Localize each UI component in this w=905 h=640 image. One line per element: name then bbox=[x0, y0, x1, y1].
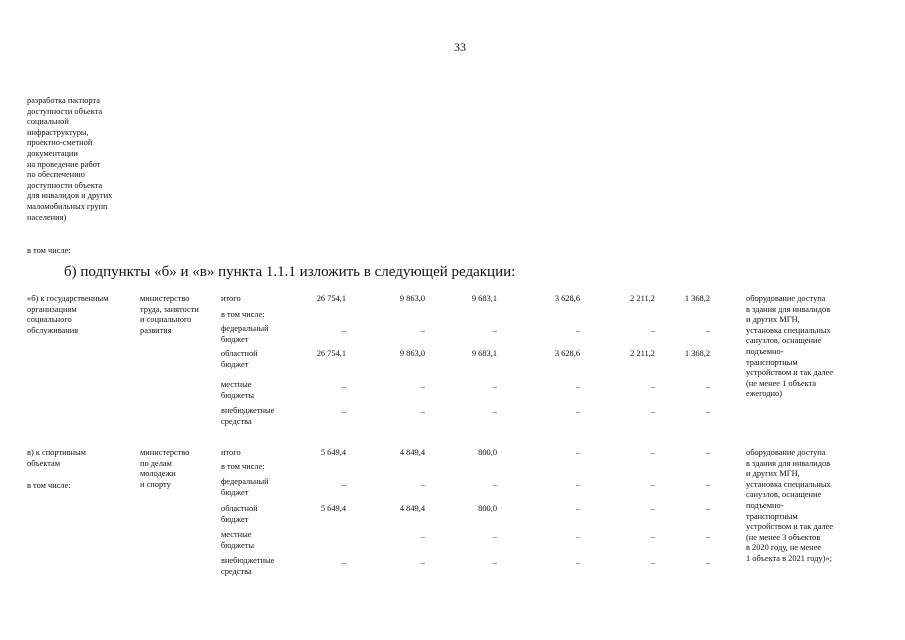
section-b-row-local-label: местные бюджеты bbox=[221, 380, 255, 400]
section-b-total-1: 26 754,1 bbox=[316, 294, 346, 303]
section-v-extrabudget-4: – bbox=[575, 558, 580, 567]
section-v-local-4: – bbox=[650, 532, 655, 541]
section-b-total-5: 2 211,2 bbox=[630, 294, 655, 303]
section-v-local-2: – bbox=[492, 532, 497, 541]
section-b-total-3: 9 683,1 bbox=[471, 294, 497, 303]
section-b-federal-4: – bbox=[575, 326, 580, 335]
section-b-row-total-label: итого bbox=[221, 294, 241, 303]
section-v-local-5: – bbox=[705, 532, 710, 541]
section-b-total-4: 3 628,6 bbox=[554, 294, 580, 303]
section-b-regional-2: 9 863,0 bbox=[399, 349, 425, 358]
section-v-regional-6: – bbox=[705, 504, 710, 513]
section-b-total-6: 1 368,2 bbox=[684, 294, 710, 303]
section-b-local-6: – bbox=[705, 382, 710, 391]
section-v-row-local-label: местные бюджеты bbox=[221, 530, 255, 550]
section-b-local-4: – bbox=[575, 382, 580, 391]
section-b-executor: министерство труда, занятости и социального развития bbox=[140, 294, 199, 335]
section-v-regional-1: 5 649,4 bbox=[320, 504, 346, 513]
section-v-regional-5: – bbox=[650, 504, 655, 513]
section-b-federal-3: – bbox=[492, 326, 497, 335]
section-v-title: в) к спортивным объектам bbox=[27, 448, 86, 468]
section-v-total-1: 5 649,4 bbox=[320, 448, 346, 457]
section-v-federal-1: – bbox=[341, 480, 346, 489]
section-b-extrabudget-6: – bbox=[705, 407, 710, 416]
section-v-total-5: – bbox=[650, 448, 655, 457]
section-v-extrabudget-2: – bbox=[420, 558, 425, 567]
section-v-extrabudget-6: – bbox=[705, 558, 710, 567]
section-b-title: «б) к государственным организациям социального обслуживания bbox=[27, 294, 109, 335]
section-b-row-federal-label: федеральный бюджет bbox=[221, 324, 269, 344]
section-b-regional-5: 2 211,2 bbox=[630, 349, 655, 358]
previous-section-including: в том числе: bbox=[27, 246, 71, 255]
section-v-total-2: 4 849,4 bbox=[399, 448, 425, 457]
section-v-total-3: 800,0 bbox=[478, 448, 497, 457]
section-v-federal-6: – bbox=[705, 480, 710, 489]
section-v-regional-4: – bbox=[575, 504, 580, 513]
section-b-row-regional-label: областной бюджет bbox=[221, 349, 258, 369]
section-v-note: оборудование доступа в здания для инвалидов и других МГН, установка специальных санузлов, оснащение подъемно- транспортным устройством и так далее (не менее 3 объектов в 2020 году, не менее 1 объекта в 2021 году)»; bbox=[746, 448, 834, 563]
section-b-row-including-label: в том числе: bbox=[221, 310, 265, 319]
section-b-regional-1: 26 754,1 bbox=[316, 349, 346, 358]
section-b-regional-3: 9 683,1 bbox=[471, 349, 497, 358]
section-v-federal-5: – bbox=[650, 480, 655, 489]
section-v-row-including-label: в том числе: bbox=[221, 462, 265, 471]
section-b-local-3: – bbox=[492, 382, 497, 391]
page-number: 33 bbox=[454, 40, 466, 54]
section-b-extrabudget-5: – bbox=[650, 407, 655, 416]
section-v-including: в том числе: bbox=[27, 481, 71, 490]
section-v-regional-2: 4 849,4 bbox=[399, 504, 425, 513]
section-b-extrabudget-1: – bbox=[341, 407, 346, 416]
section-b-total-2: 9 863,0 bbox=[399, 294, 425, 303]
section-v-local-1: – bbox=[420, 532, 425, 541]
section-b-local-5: – bbox=[650, 382, 655, 391]
section-v-row-extrabudget-label: внебюджетные средства bbox=[221, 556, 275, 576]
section-v-row-federal-label: федеральный бюджет bbox=[221, 477, 269, 497]
section-b-federal-1: – bbox=[341, 326, 346, 335]
section-v-extrabudget-5: – bbox=[650, 558, 655, 567]
section-b-extrabudget-4: – bbox=[575, 407, 580, 416]
section-b-extrabudget-2: – bbox=[420, 407, 425, 416]
section-b-local-1: – bbox=[341, 382, 346, 391]
section-b-regional-4: 3 628,6 bbox=[554, 349, 580, 358]
section-v-regional-3: 800,0 bbox=[478, 504, 497, 513]
section-v-local-3: – bbox=[575, 532, 580, 541]
section-b-row-extrabudget-label: внебюджетные средства bbox=[221, 406, 275, 426]
section-b-federal-5: – bbox=[650, 326, 655, 335]
section-b-extrabudget-3: – bbox=[492, 407, 497, 416]
section-b-regional-6: 1 368,2 bbox=[684, 349, 710, 358]
section-v-row-total-label: итого bbox=[221, 448, 241, 457]
section-v-total-6: – bbox=[705, 448, 710, 457]
section-b-note: оборудование доступа в здания для инвалидов и других МГН, установка специальных санузлов, оснащение подъемно- транспортным устройством и так далее (не менее 1 объекта ежегодно) bbox=[746, 294, 834, 399]
section-v-executor: министерство по делам молодежи и спорту bbox=[140, 448, 190, 489]
section-v-federal-4: – bbox=[575, 480, 580, 489]
section-v-federal-2: – bbox=[420, 480, 425, 489]
previous-section-text: разработка паспорта доступности объекта социальной инфраструктуры, проектно-сметной документации на проведение работ по обеспечению доступности объекта для инвалидов и других маломобильных групп населения) bbox=[27, 96, 113, 222]
section-b-federal-6: – bbox=[705, 326, 710, 335]
section-b-local-2: – bbox=[420, 382, 425, 391]
section-v-extrabudget-1: – bbox=[341, 558, 346, 567]
section-v-extrabudget-3: – bbox=[492, 558, 497, 567]
section-v-federal-3: – bbox=[492, 480, 497, 489]
section-v-total-4: – bbox=[575, 448, 580, 457]
section-v-row-regional-label: областной бюджет bbox=[221, 504, 258, 524]
amendment-heading: б) подпункты «б» и «в» пункта 1.1.1 изложить в следующей редакции: bbox=[64, 264, 516, 280]
section-b-federal-2: – bbox=[420, 326, 425, 335]
